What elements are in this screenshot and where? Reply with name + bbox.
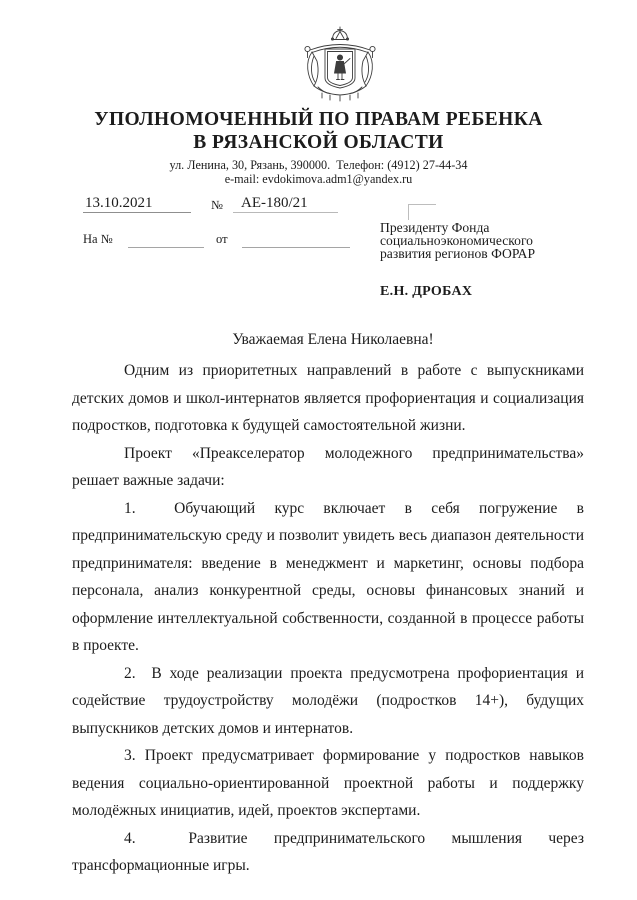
- addressee-block: [380, 221, 595, 298]
- org-title-line1: УПОЛНОМОЧЕННЫЙ ПО ПРАВАМ РЕБЕНКА: [94, 109, 543, 130]
- org-title-line2: В РЯЗАНСКОЙ ОБЛАСТИ: [193, 132, 444, 153]
- reply-to-blank-line: [128, 247, 204, 248]
- addressee-line: Президенту Фонда: [380, 220, 490, 235]
- text-frame-corner-mark: [408, 204, 436, 220]
- body-paragraph: 2. В ходе реализации проекта предусмотрена профориентация и содействие трудоустройству молодёжи (подростков 14+), будущих выпускников детских домов и интернатов.: [72, 664, 584, 737]
- date-underline: [83, 212, 191, 213]
- org-address-line: ул. Ленина, 30, Рязань, 390000. Телефон: (4912) 27-44-34: [169, 158, 468, 172]
- org-contacts: [0, 159, 637, 186]
- body-paragraph: 1. Обучающий курс включает в себя погружение в предпринимательскую среду и позволит увидеть весь диапазон деятельности предпринимателя: введение в менеджмент и маркетинг, основы подбора персонала, анализ конкурентной среды, основы финансовых знаний и оформление интеллектуальной собственности, созданной в процессе работы в проекте.: [72, 499, 584, 654]
- letter-number: АЕ-180/21: [241, 195, 308, 211]
- reply-from-label: от: [216, 232, 228, 246]
- body-paragraph: Проект «Преакселератор молодежного предпринимательства» решает важные задачи:: [72, 444, 584, 489]
- reply-from-blank-line: [242, 247, 350, 248]
- ryazan-coat-of-arms-icon: [292, 26, 388, 106]
- addressee-line: социальноэкономического: [380, 233, 533, 248]
- letter-body: [72, 357, 584, 880]
- org-email-line: e-mail: evdokimova.adm1@yandex.ru: [224, 171, 413, 186]
- number-underline: [233, 212, 338, 213]
- reply-to-label: На №: [83, 232, 113, 246]
- number-sign-label: №: [211, 198, 223, 212]
- addressee-line: развития регионов ФОРАР: [380, 246, 536, 261]
- body-paragraph: 4. Развитие предпринимательского мышления через трансформационные игры.: [72, 829, 584, 874]
- body-paragraph: 3. Проект предусматривает формирование у подростков навыков ведения социально-ориентированной проектной работы и поддержку молодёжных инициатив, идей, проектов экспертами.: [72, 747, 584, 819]
- salutation: Уважаемая Елена Николаевна!: [232, 331, 434, 348]
- body-paragraph: Одним из приоритетных направлений в работе с выпускниками детских домов и школ-интернатов является профориентация и социализация подростков, подготовка к будущей самостоятельной жизни.: [72, 362, 584, 434]
- letter-date: 13.10.2021: [85, 195, 153, 211]
- org-title: [0, 108, 637, 154]
- addressee-name: Е.Н. ДРОБАХ: [380, 284, 473, 299]
